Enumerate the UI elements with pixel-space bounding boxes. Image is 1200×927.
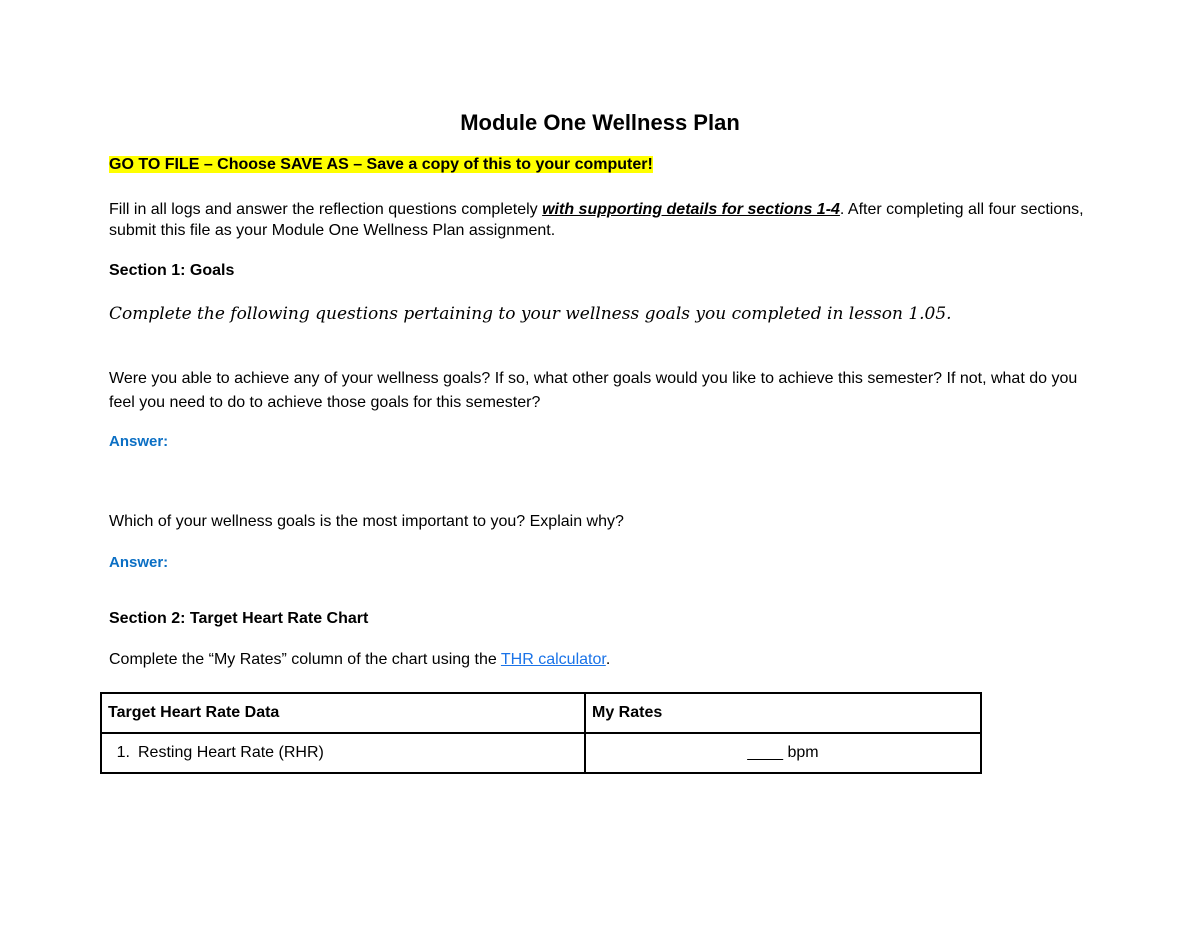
thr-calculator-link[interactable]: THR calculator <box>500 651 606 668</box>
question-2: Which of your wellness goals is the most important to you? Explain why? <box>109 513 624 530</box>
intro-paragraph <box>109 199 1099 241</box>
thr-table <box>100 692 982 774</box>
save-instruction-highlight: GO TO FILE – Choose SAVE AS – Save a copy of this to your computer! <box>109 156 653 173</box>
thr-row-value-cell[interactable]: ____ bpm <box>585 733 981 773</box>
section1-note: Complete the following questions pertaining to your wellness goals you completed in lesson 1.05. <box>109 304 952 324</box>
thr-instruction <box>109 651 610 669</box>
section2-heading: Section 2: Target Heart Rate Chart <box>109 610 369 627</box>
thr-header-data: Target Heart Rate Data <box>101 693 585 733</box>
thr-header-rates: My Rates <box>585 693 981 733</box>
thr-table-header-row <box>101 693 981 733</box>
thr-text-after: . <box>605 651 611 668</box>
thr-row-label: Resting Heart Rate (RHR) <box>138 744 324 761</box>
save-instruction <box>109 156 653 174</box>
intro-emphasis: with supporting details for sections 1-4 <box>542 201 840 218</box>
thr-text-before: Complete the “My Rates” column of the chart using the <box>109 651 501 668</box>
answer-2-label[interactable]: Answer: <box>109 554 169 571</box>
question-1: Were you able to achieve any of your wellness goals? If so, what other goals would you like to achieve this semester? If not, what do you feel you need to do to achieve those goals for this semester? <box>109 370 1078 411</box>
intro-text-before: Fill in all logs and answer the reflection questions completely <box>109 201 543 218</box>
section1-heading: Section 1: Goals <box>109 262 235 279</box>
intro-text-after: . After completing all four sections, submit this file as your Module One Wellness Plan assignment. <box>109 201 1084 239</box>
thr-row-label-cell <box>101 733 585 773</box>
answer-1-label[interactable]: Answer: <box>109 433 169 450</box>
document-title: Module One Wellness Plan <box>460 110 740 135</box>
thr-row-number: 1. <box>116 744 130 761</box>
table-row <box>101 733 981 773</box>
